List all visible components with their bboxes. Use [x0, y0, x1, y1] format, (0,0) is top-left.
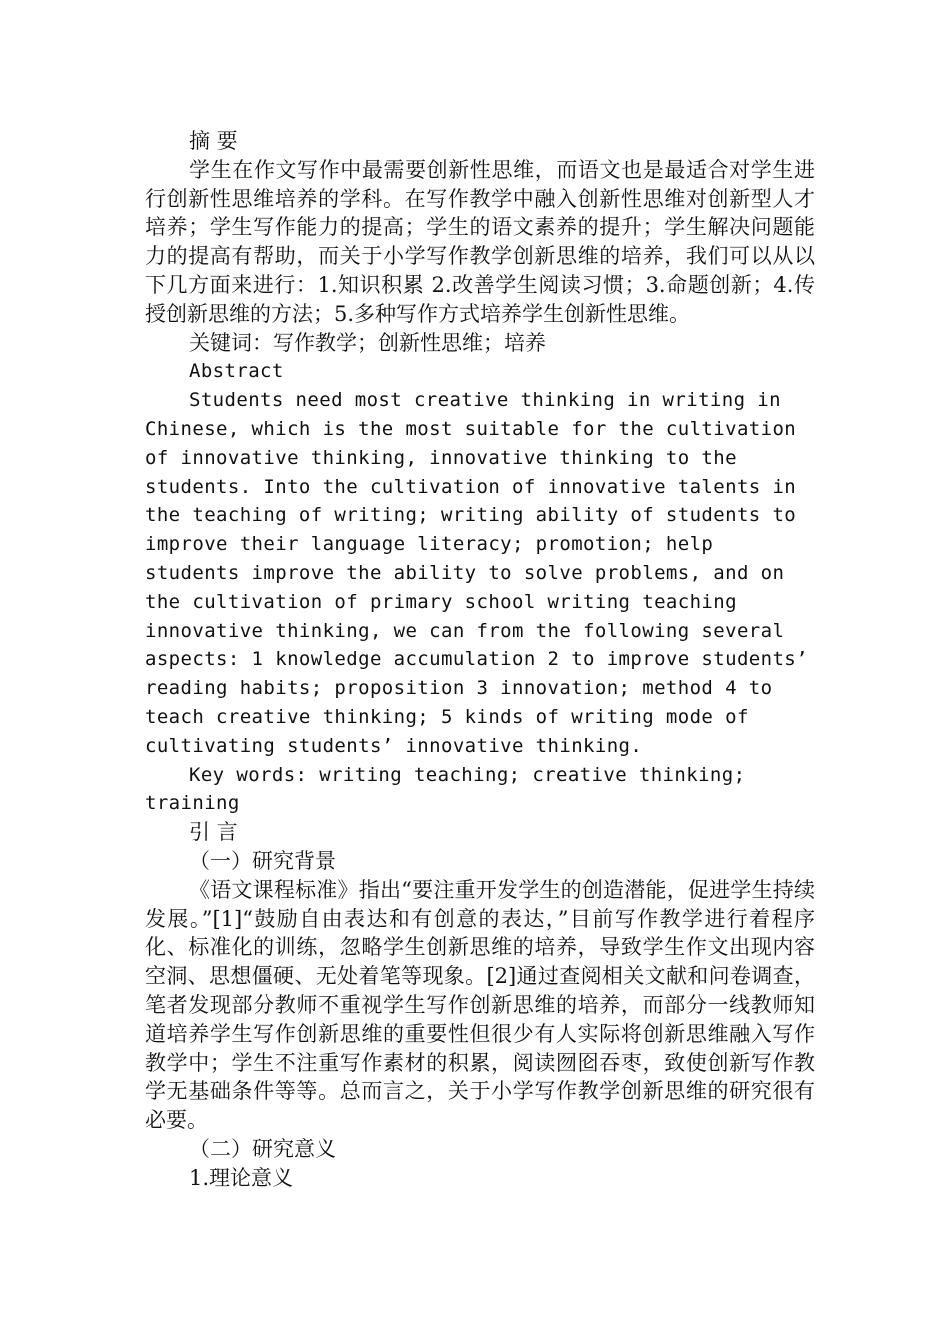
keywords-en: Key words: writing teaching; creative thinking; training [145, 763, 746, 815]
section-background-body: 《语文课程标准》指出“要注重开发学生的创造潜能，促进学生持续发展。”[1]“鼓励自由表达和有创意的表达，”目前写作教学进行着程序化、标准化的训练，忽略学生创新思维的培养，导致学生作文出现内容空洞、思想僵硬、无处着笔等现象。[2]通过查阅相关文献和问卷调查，笔者发现部分教师不重视学生写作创新思维的培养，而部分一线教师知道培养学生写作创新思维的重要性但很少有人实际将创新思维融入写作教学中；学生不注重写作素材的积累，阅读囫囵吞枣，致使创新写作教学无基础条件等等。总而言之，关于小学写作教学创新思维的研究很有必要。 [145, 877, 815, 1133]
document-page [145, 127, 815, 1192]
abstract-en-heading: Abstract [189, 360, 284, 383]
section-theory-title: 1.理论意义 [189, 1165, 294, 1190]
section-background-title: （一）研究背景 [189, 848, 336, 873]
keywords-cn: 关键词：写作教学；创新性思维；培养 [189, 330, 546, 355]
abstract-cn-body: 学生在作文写作中最需要创新性思维，而语文也是最适合对学生进行创新性思维培养的学科。在写作教学中融入创新性思维对创新型人才培养；学生写作能力的提高；学生的语文素养的提升；学生解决问题能力的提高有帮助，而关于小学写作教学创新思维的培养，我们可以从以下几方面来进行：1.知识积累 2.改善学生阅读习惯；3.命题创新；4.传授创新思维的方法；5.多种写作方式培养学生创新性思维。 [145, 157, 815, 326]
abstract-en-body: Students need most creative thinking in writing in Chinese, which is the most suitable for the cultivation of innovative thinking, innovative thinking to the students. Into the cultivation of innovative talents in the teaching of writing; writing ability of students to improve their language literacy; promotion; help students improve the ability to solve problems, and on the cultivation of primary school writing teaching innovative thinking, we can from the following several aspects: 1 knowledge accumulation 2 to improve students’ reading habits; proposition 3 innovation; method 4 to teach creative thinking; 5 kinds of writing mode of cultivating students’ innovative thinking. [145, 389, 808, 757]
section-significance-title: （二）研究意义 [189, 1136, 336, 1161]
abstract-cn-heading: 摘 要 [189, 129, 238, 153]
intro-heading: 引 言 [189, 820, 238, 845]
